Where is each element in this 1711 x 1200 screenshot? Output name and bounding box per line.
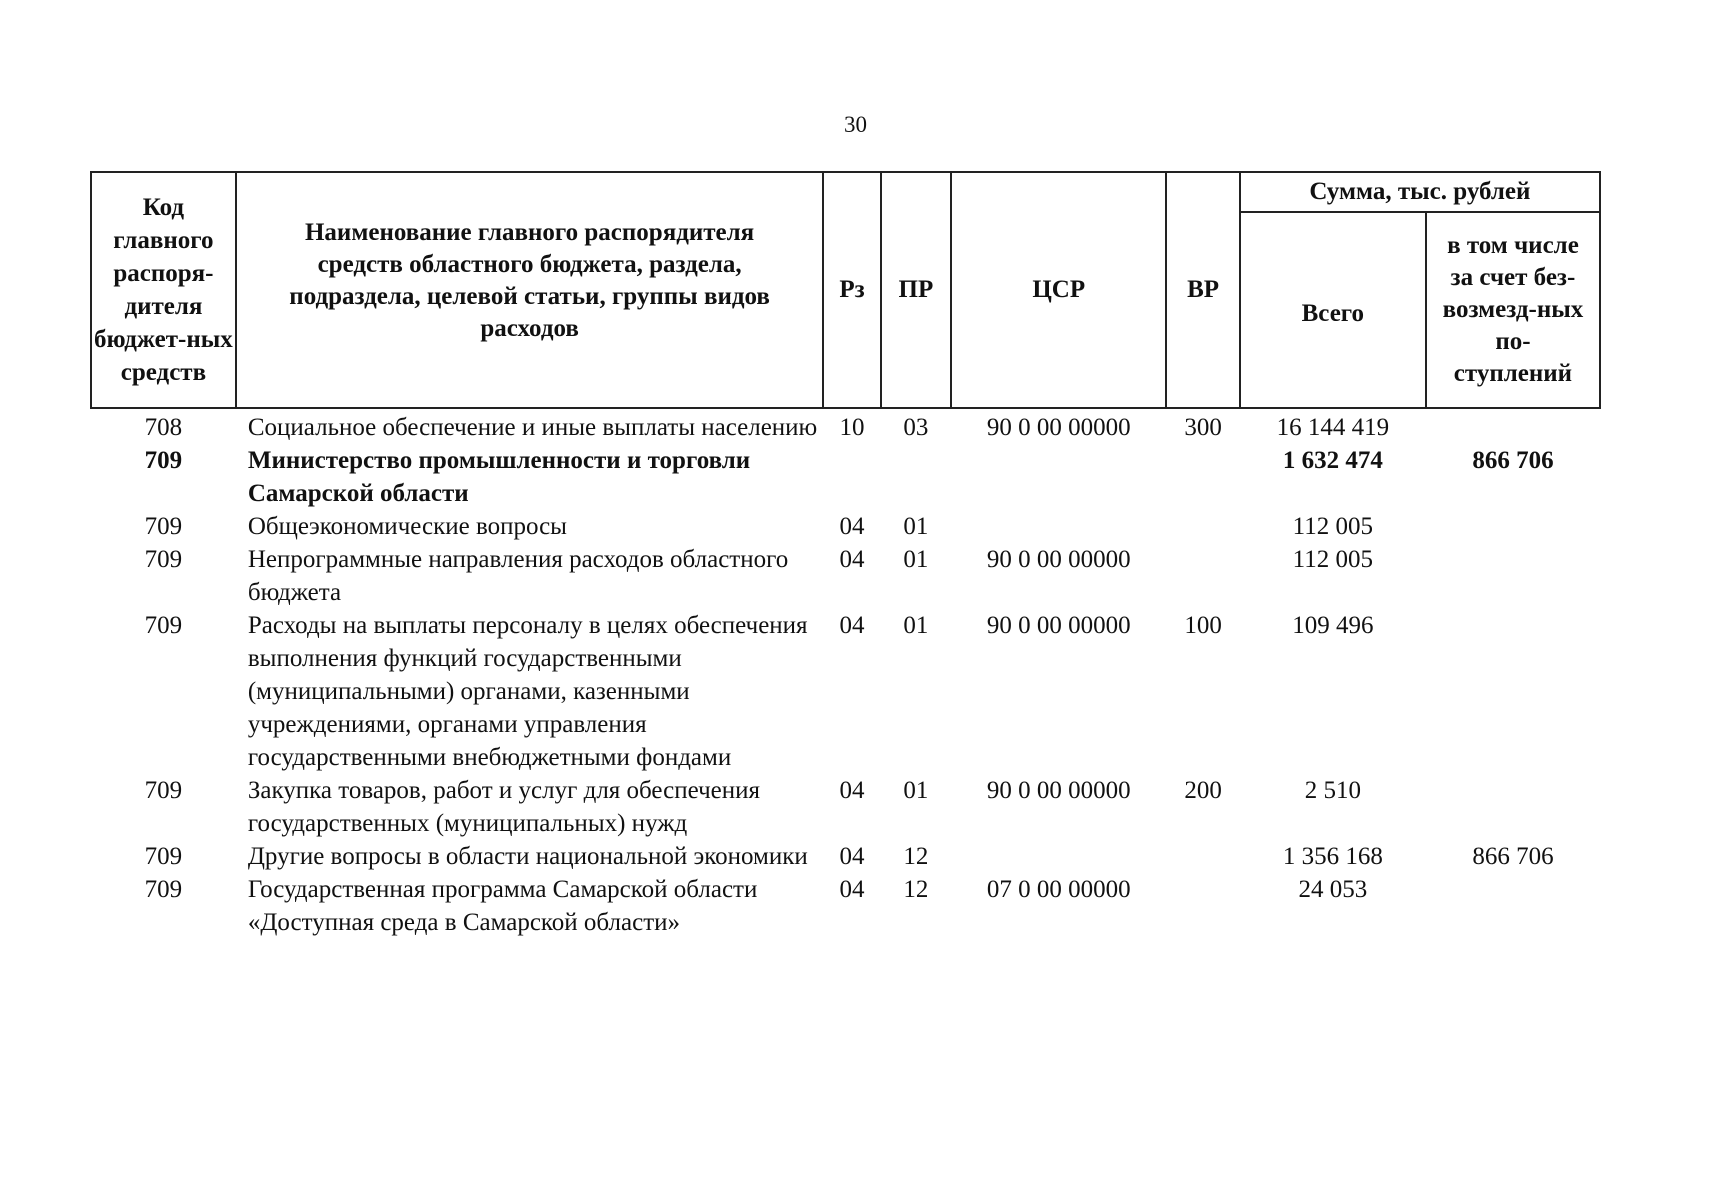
table-row <box>91 840 1600 873</box>
cell-free <box>1426 510 1600 543</box>
cell-csr: 90 0 00 00000 <box>986 546 1131 573</box>
cell-free: 866 706 <box>1472 447 1554 474</box>
table-row <box>91 774 1600 840</box>
cell-total: 16 144 419 <box>1276 414 1390 441</box>
cell-free <box>1426 408 1600 444</box>
header-code <box>91 172 236 408</box>
header-csr: ЦСР <box>951 172 1166 408</box>
header-sum-group: Сумма, тыс. рублей <box>1240 172 1600 212</box>
table-row <box>91 609 1600 774</box>
cell-name: Общеэкономические вопросы <box>247 513 567 540</box>
cell-vr: 300 <box>1184 414 1222 441</box>
cell-total: 24 053 <box>1298 876 1368 903</box>
table-row <box>91 873 1600 939</box>
cell-rz: 04 <box>839 612 865 639</box>
cell-name: Непрограммные направления расходов областного бюджета <box>247 546 789 606</box>
cell-rz: 04 <box>839 876 865 903</box>
cell-pr: 01 <box>903 513 929 540</box>
cell-rz: 04 <box>839 513 865 540</box>
header-vr: ВР <box>1166 172 1239 408</box>
table-row <box>91 510 1600 543</box>
cell-code: 709 <box>144 612 183 639</box>
table-row <box>91 408 1600 444</box>
header-pr: ПР <box>881 172 951 408</box>
cell-pr: 01 <box>903 546 929 573</box>
header-free-receipts: в том числе за счет без-возмезд-ных по-ступлений <box>1426 212 1600 408</box>
cell-free <box>1426 774 1600 840</box>
cell-csr: 90 0 00 00000 <box>986 777 1131 804</box>
cell-csr <box>951 510 1166 543</box>
cell-vr <box>1166 510 1239 543</box>
cell-rz <box>823 444 880 510</box>
cell-vr <box>1166 543 1239 609</box>
cell-vr <box>1166 444 1239 510</box>
cell-vr <box>1166 840 1239 873</box>
budget-table <box>90 171 1601 939</box>
page-number: 30 <box>844 112 867 137</box>
cell-name: Другие вопросы в области национальной экономики <box>247 843 808 870</box>
header-rz: Рз <box>823 172 880 408</box>
cell-name: Социальное обеспечение и иные выплаты населению <box>247 414 818 441</box>
cell-pr: 12 <box>903 876 929 903</box>
table-row <box>91 543 1600 609</box>
cell-vr: 200 <box>1184 777 1222 804</box>
cell-free <box>1426 543 1600 609</box>
cell-rz: 04 <box>839 777 865 804</box>
table-body <box>91 408 1600 939</box>
header-total: Всего <box>1240 212 1426 408</box>
cell-total: 1 632 474 <box>1282 447 1383 474</box>
cell-total: 2 510 <box>1304 777 1361 804</box>
cell-csr <box>951 444 1166 510</box>
cell-total: 112 005 <box>1292 513 1373 540</box>
cell-csr: 90 0 00 00000 <box>986 414 1131 441</box>
cell-code: 709 <box>144 513 183 540</box>
cell-code: 709 <box>144 843 183 870</box>
cell-code: 709 <box>144 876 183 903</box>
table-row <box>91 444 1600 510</box>
cell-csr: 90 0 00 00000 <box>986 612 1131 639</box>
cell-name: Расходы на выплаты персоналу в целях обеспечения выполнения функций государственными (муниципальными) органами, казенными учреждениями, органами управления государственными внебюджетными фондами <box>247 612 808 771</box>
cell-vr <box>1166 873 1239 939</box>
cell-pr: 12 <box>903 843 929 870</box>
cell-total: 109 496 <box>1292 612 1374 639</box>
cell-pr: 01 <box>903 612 929 639</box>
cell-free <box>1426 873 1600 939</box>
cell-rz: 04 <box>839 546 865 573</box>
cell-csr: 07 0 00 00000 <box>986 876 1131 903</box>
cell-total: 1 356 168 <box>1282 843 1383 870</box>
header-name: Наименование главного распорядителя средств областного бюджета, раздела, подраздела, целевой статьи, группы видов расходов <box>236 172 823 408</box>
header-code-text: Код главного распоря-дителя бюджет-ных средств <box>94 194 233 386</box>
cell-code: 709 <box>144 546 183 573</box>
table-header <box>91 172 1600 408</box>
cell-name: Закупка товаров, работ и услуг для обеспечения государственных (муниципальных) нужд <box>247 777 761 837</box>
cell-pr: 01 <box>903 777 929 804</box>
cell-code: 709 <box>144 447 183 474</box>
cell-pr: 03 <box>903 414 929 441</box>
cell-free <box>1426 609 1600 774</box>
cell-pr <box>881 444 951 510</box>
cell-total: 112 005 <box>1292 546 1373 573</box>
cell-code: 709 <box>144 777 183 804</box>
cell-name: Министерство промышленности и торговли Самарской области <box>247 447 751 507</box>
cell-rz: 04 <box>839 843 865 870</box>
cell-name: Государственная программа Самарской области «Доступная среда в Самарской области» <box>247 876 758 936</box>
cell-rz: 10 <box>839 414 865 441</box>
cell-vr: 100 <box>1184 612 1222 639</box>
cell-free: 866 706 <box>1472 843 1554 870</box>
cell-csr <box>951 840 1166 873</box>
cell-code: 708 <box>144 414 183 441</box>
